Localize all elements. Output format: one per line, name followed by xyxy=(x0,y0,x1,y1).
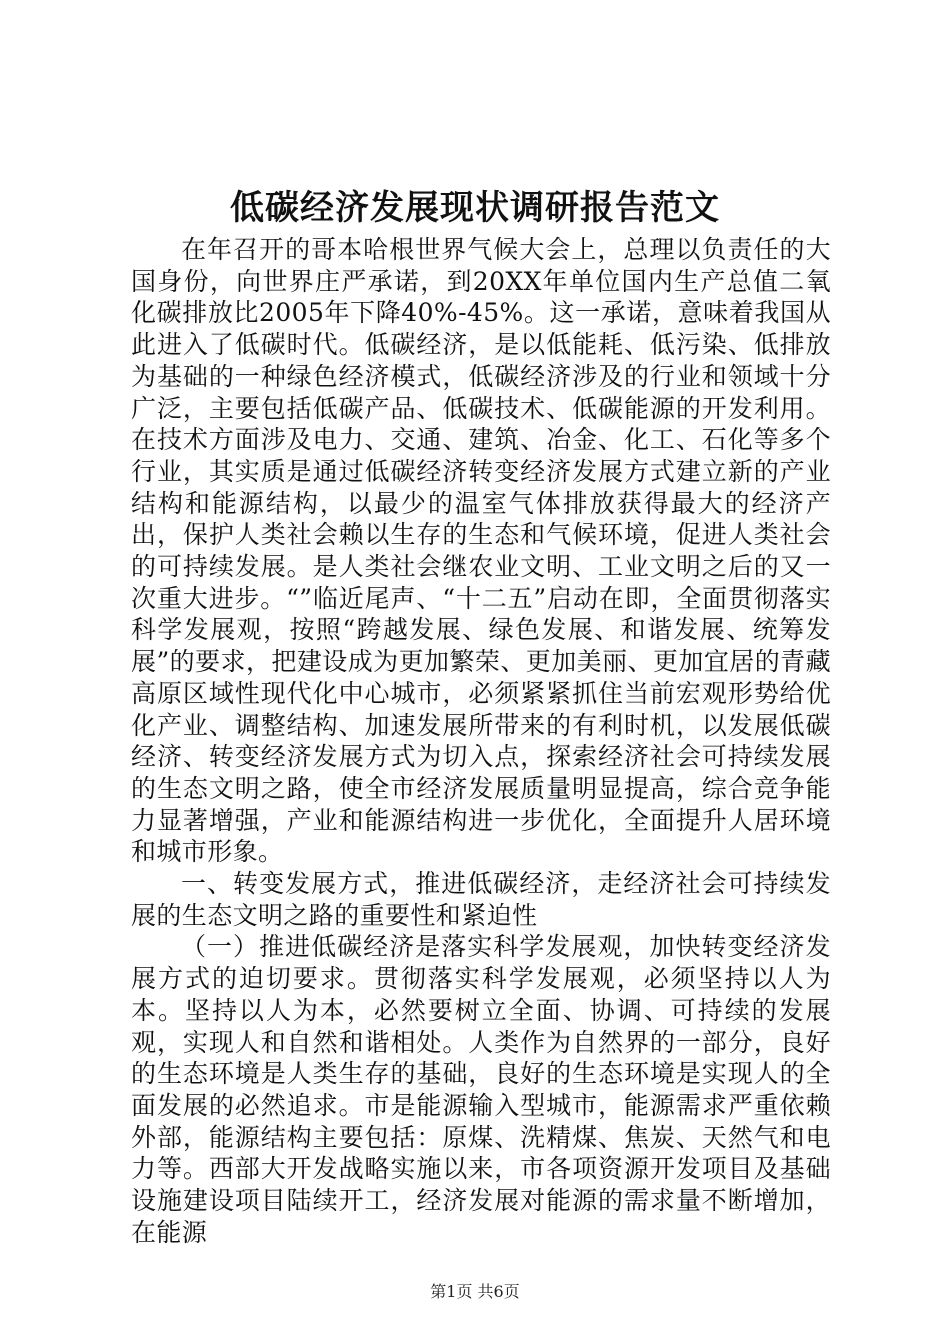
paragraph-intro: 在年召开的哥本哈根世界气候大会上，总理以负责任的大国身份，向世界庄严承诺，到20XX年单位国内生产总值二氧化碳排放比2005年下降40%-45%。这一承诺，意味着我国从此进入了低碳时代。低碳经济，是以低能耗、低污染、低排放为基础的一种绿色经济模式，低碳经济涉及的行业和领域十分广泛，主要包括低碳产品、低碳技术、低碳能源的开发利用。在技术方面涉及电力、交通、建筑、冶金、化工、石化等多个行业，其实质是通过低碳经济转变经济发展方式建立新的产业结构和能源结构，以最少的温室气体排放获得最大的经济产出，保护人类社会赖以生存的生态和气候环境，促进人类社会的可持续发展。是人类社会继农业文明、工业文明之后的又一次重大进步。“”临近尾声、“十二五”启动在即，全面贯彻落实科学发展观，按照“跨越发展、绿色发展、和谐发展、统筹发展”的要求，把建设成为更加繁荣、更加美丽、更加宜居的青藏高原区域性现代化中心城市，必须紧紧抓住当前宏观形势给优化产业、调整结构、加速发展所带来的有利时机，以发展低碳经济、转变经济发展方式为切入点，探索经济社会可持续发展的生态文明之路，使全市经济发展质量明显提高，综合竞争能力显著增强，产业和能源结构进一步优化，全面提升人居环境和城市形象。 xyxy=(131,235,831,867)
paragraph-section-heading: 一、转变发展方式，推进低碳经济，走经济社会可持续发展的生态文明之路的重要性和紧迫性 xyxy=(131,869,831,930)
page-number-footer: 第1页 共6页 xyxy=(430,1282,520,1301)
document-title: 低碳经济发展现状调研报告范文 xyxy=(230,188,720,228)
paragraph-subsection-1: （一）推进低碳经济是落实科学发展观，加快转变经济发展方式的迫切要求。贯彻落实科学发展观，必须坚持以人为本。坚持以人为本，必然要树立全面、协调、可持续的发展观，实现人和自然和谐相处。人类作为自然界的一部分，良好的生态环境是人类生存的基础，良好的生态环境是实现人的全面发展的必然追求。市是能源输入型城市，能源需求严重依赖外部，能源结构主要包括：原煤、洗精煤、焦炭、天然气和电力等。西部大开发战略实施以来，市各项资源开发项目及基础设施建设项目陆续开工，经济发展对能源的需求量不断增加，在能源 xyxy=(131,932,831,1247)
document-body xyxy=(131,234,831,1249)
